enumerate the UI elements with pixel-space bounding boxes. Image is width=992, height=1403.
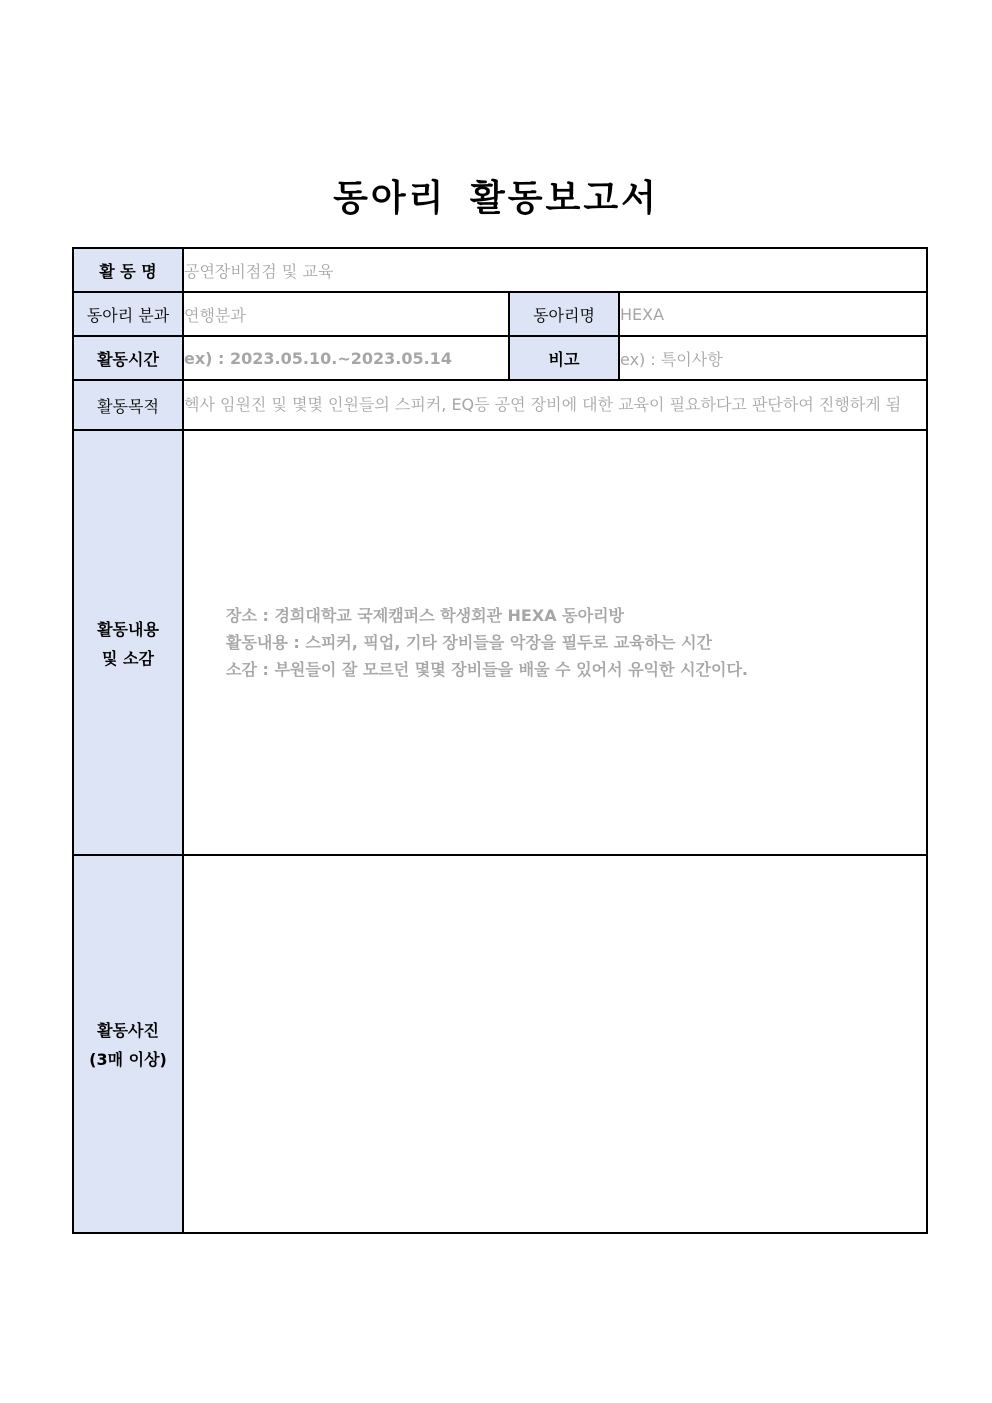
label-activity-photos-line2: (3매 이상) [89, 1050, 167, 1069]
row-photos [73, 855, 927, 1233]
activity-purpose-cell[interactable] [183, 380, 927, 430]
activity-purpose-value: 헥사 임원진 및 몇몇 인원들의 스피커, EQ등 공연 장비에 대한 교육이 필요하다고 판단하여 진행하게 됨 [184, 395, 902, 414]
content-line: 장소 : 경희대학교 국제캠퍼스 학생회관 HEXA 동아리방 [226, 606, 624, 625]
label-activity-photos-line1: 활동사진 [97, 1021, 159, 1040]
label-activity-content-line2: 및 소감 [102, 648, 154, 668]
row-activity-name [73, 248, 927, 292]
label-remarks: 비고 [509, 336, 619, 380]
label-activity-content-line1: 활동내용 [97, 619, 159, 639]
row-club-info [73, 292, 927, 336]
activity-content-cell[interactable] [183, 430, 927, 855]
label-activity-content [73, 430, 183, 855]
content-line: 활동내용 : 스피커, 픽업, 기타 장비들을 악장을 필두로 교육하는 시간 [226, 633, 713, 652]
label-club-name: 동아리명 [509, 292, 619, 336]
activity-name-value[interactable]: 공연장비점검 및 교육 [183, 248, 927, 292]
page-title: 동아리 활동보고서 [333, 178, 659, 219]
label-club-category: 동아리 분과 [73, 292, 183, 336]
activity-time-value: ex) : 2023.05.10.~2023.05.14 [184, 348, 452, 368]
activity-content-lines [184, 602, 926, 683]
label-activity-photos [73, 855, 183, 1233]
row-content [73, 430, 927, 855]
activity-photos-area[interactable] [183, 855, 927, 1233]
report-table [72, 247, 928, 1234]
club-name-value[interactable]: HEXA [619, 292, 927, 336]
content-line: 소감 : 부원들이 잘 모르던 몇몇 장비들을 배울 수 있어서 유익한 시간이다. [226, 660, 748, 679]
label-activity-purpose: 활동목적 [73, 380, 183, 430]
club-category-value[interactable]: 연행분과 [183, 292, 509, 336]
label-activity-time: 활동시간 [73, 336, 183, 380]
label-activity-name: 활 동 명 [73, 248, 183, 292]
remarks-value[interactable]: ex) : 특이사항 [619, 336, 927, 380]
row-time-remarks [73, 336, 927, 380]
activity-time-cell[interactable] [183, 336, 509, 380]
row-purpose [73, 380, 927, 430]
